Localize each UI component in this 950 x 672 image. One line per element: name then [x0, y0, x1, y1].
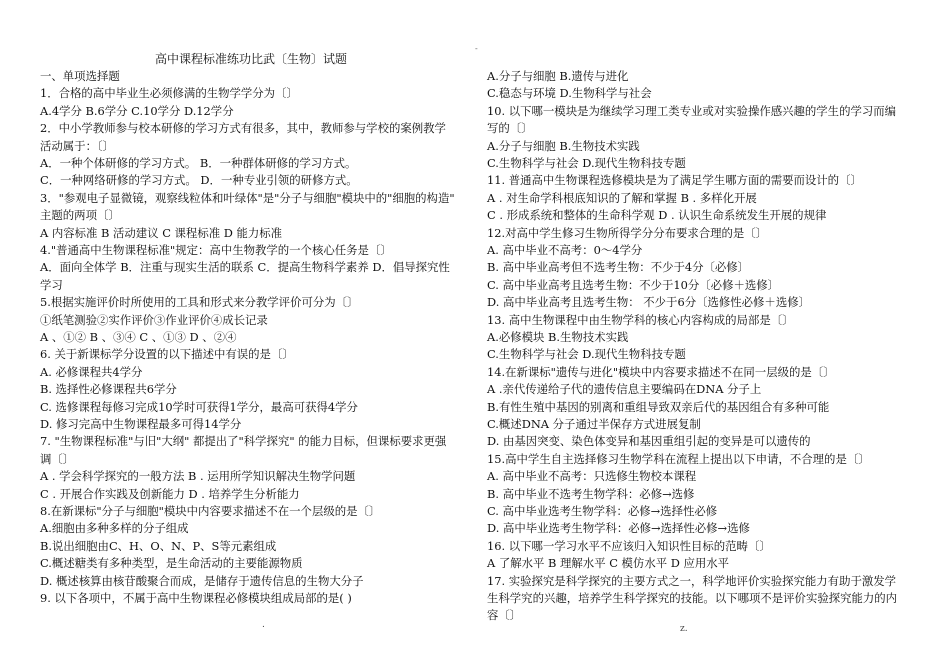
text-line: A .亲代传递给子代的遗传信息主要编码在DNA 分子上 [487, 382, 762, 397]
text-line: 一、单项选择题 [40, 69, 120, 83]
text-line: A. 高中毕业不高考：只选修生物校本课程 [487, 469, 697, 484]
text-line: C. 高中毕业选考生物学科：必修→选择性必修 [487, 504, 718, 518]
text-line: 6. 关于新课标学分设置的以下描述中有误的是〔〕 [40, 347, 294, 362]
text-line: A 、①② B 、③④ C 、①③ D 、②④ [40, 330, 237, 344]
text-line: A．面向全体学 B．注重与现实生活的联系 C．提高生物科学素养 D．倡导探究性 [40, 260, 450, 275]
text-line: D. 高中毕业选考生物学科：必修→选择性必修→选修 [487, 521, 750, 536]
text-line: D. 概述核算由核苷酸聚合而成，是储存于遗传信息的生物大分子 [40, 573, 364, 588]
text-line: C.稳态与环境 D.生物科学与社会 [487, 86, 652, 101]
text-line: D. 由基因突变、染色体变异和基因重组引起的变异是可以遗传的 [487, 434, 811, 449]
text-line: 调〔〕 [40, 451, 75, 466]
text-line: B. 高中毕业不选考生物学科：必修→选修 [487, 486, 695, 501]
text-line: 12.对高中学生修习生物所得学分分布要求合理的是〔〕 [487, 225, 768, 240]
text-line: 1．合格的高中毕业生必须修满的生物学学分为〔〕 [40, 86, 298, 101]
text-line: 生科学究的兴趣，培养学生科学探究的技能。以下哪项不是评价实验探究能力的内 [487, 591, 898, 605]
text-line: 写的〔〕 [487, 121, 533, 136]
text-line: C. 选修课程每修习完成10学时可获得1学分，最高可获得4学分 [40, 399, 358, 414]
text-line: 11. 普通高中生物课程选修模块是为了满足学生哪方面的需要而设计的〔〕 [487, 173, 862, 188]
text-line: C . 开展合作实践及创新能力 D . 培养学生分析能力 [40, 486, 300, 501]
text-line: 7. "生物课程标准"与旧"大纲" 都提出了"科学探究" 的能力目标，但课标要求更强 [40, 434, 447, 449]
text-line: A. 必修课程共4学分 [40, 364, 143, 379]
text-line: B.有性生殖中基因的别离和重组导致双亲后代的基因组合有多种可能 [487, 399, 830, 414]
text-line: D. 修习完高中生物课程最多可得14学分 [40, 417, 242, 431]
text-line: 主题的两项〔〕 [40, 208, 120, 223]
text-line: D. 高中毕业高考且选考生物： 不少于6分〔选修性必修＋选修〕 [487, 295, 810, 310]
right-column [487, 0, 947, 672]
text-line: A . 学会科学探究的一般方法 B . 运用所学知识解决生物学问题 [40, 469, 356, 484]
text-line: C．一种网络研修的学习方式。 D．一种专业引领的研修方式。 [40, 173, 358, 188]
text-line: 10. 以下哪一模块是为继续学习理工类专业或对实验操作感兴趣的学生的学习而编 [487, 103, 897, 118]
text-line: B. 选择性必修课程共6学分 [40, 382, 177, 397]
text-line: 17. 实验探究是科学探究的主要方式之一，科学地评价实验探究能力有助于激发学 [487, 573, 897, 588]
text-line: C . 形成系统和整体的生命科学观 D . 认识生命系统发生开展的规律 [487, 208, 827, 223]
text-line: 容〔〕 [487, 608, 522, 623]
text-line: ①纸笔测验②实作评价③作业评价④成长记录 [40, 312, 268, 327]
text-line: C.生物科学与社会 D.现代生物科技专题 [487, 156, 686, 170]
text-line: 8.在新课标"分子与细胞"模块中内容要求描述不在一个层级的是〔〕 [40, 504, 381, 518]
text-line: 3．"参观电子显微镜，观察线粒体和叶绿体"是"分子与细胞"模块中的"细胞的构造" [40, 190, 455, 205]
left-column [40, 0, 500, 672]
text-line: A 内容标准 B 活动建议 C 课程标准 D 能力标准 [40, 225, 283, 240]
page-mark: z. [680, 624, 688, 634]
text-line: 13. 高中生物课程中由生物学科的核心内容构成的局部是〔〕 [487, 312, 794, 327]
footer-dot: . [262, 620, 265, 630]
text-line: C.生物科学与社会 D.现代生物科技专题 [487, 347, 686, 362]
text-line: A．一种个体研修的学习方式。 B．一种群体研修的学习方式。 [40, 156, 357, 170]
text-line: C. 高中毕业高考且选考生物：不少于10分〔必修＋选修〕 [487, 277, 780, 292]
text-line: A . 对生命学科根底知识的了解和掌握 B . 多样化开展 [487, 190, 757, 205]
text-line: 14.在新课标"遗传与进化"模块中内容要求描述不在同一层级的是〔〕 [487, 364, 835, 379]
text-line: 9. 以下各项中，不属于高中生物课程必修模块组成局部的是( ) [40, 591, 352, 605]
text-line: 5.根据实施评价时所使用的工具和形式来分教学评价可分为〔〕 [40, 295, 359, 310]
text-line: 15.高中学生自主选择修习生物学科在流程上提出以下申请，不合理的是〔〕 [487, 451, 870, 466]
text-line: C.概述糖类有多种类型，是生命活动的主要能源物质 [40, 556, 303, 571]
text-line: 16. 以下哪一学习水平不应该归入知识性目标的范畴〔〕 [487, 538, 771, 553]
text-line: 活动属于：〔〕 [40, 138, 115, 153]
text-line: 2．中小学教师参与校本研修的学习方式有很多，其中，教师参与学校的案例教学 [40, 121, 446, 136]
text-line: A 了解水平 B 理解水平 C 模仿水平 D 应用水平 [487, 556, 730, 571]
text-line: A.分子与细胞 B.生物技术实践 [487, 138, 640, 153]
text-line: B.说出细胞由C、H、O、N、P、S等元素组成 [40, 538, 277, 553]
text-line: B. 高中毕业高考但不选考生物：不少于4分〔必修〕 [487, 260, 750, 275]
text-line: C.概述DNA 分子通过半保存方式进展复制 [487, 417, 701, 431]
page-title: 高中课程标准练功比武〔生物〕试题 [155, 52, 348, 66]
text-line: 4."普通高中生物课程标准"规定：高中生物教学的一个核心任务是〔〕 [40, 243, 392, 257]
text-line: A.分子与细胞 B.遗传与进化 [487, 69, 629, 83]
header-dash: - [475, 44, 478, 53]
text-line: A.细胞由多种多样的分子组成 [40, 521, 189, 536]
text-line: A.必修模块 B.生物技术实践 [487, 330, 629, 344]
text-line: 学习 [40, 277, 63, 292]
text-line: A. 高中毕业不高考：0～4学分 [487, 243, 643, 257]
text-line: A.4学分 B.6学分 C.10学分 D.12学分 [40, 103, 234, 118]
